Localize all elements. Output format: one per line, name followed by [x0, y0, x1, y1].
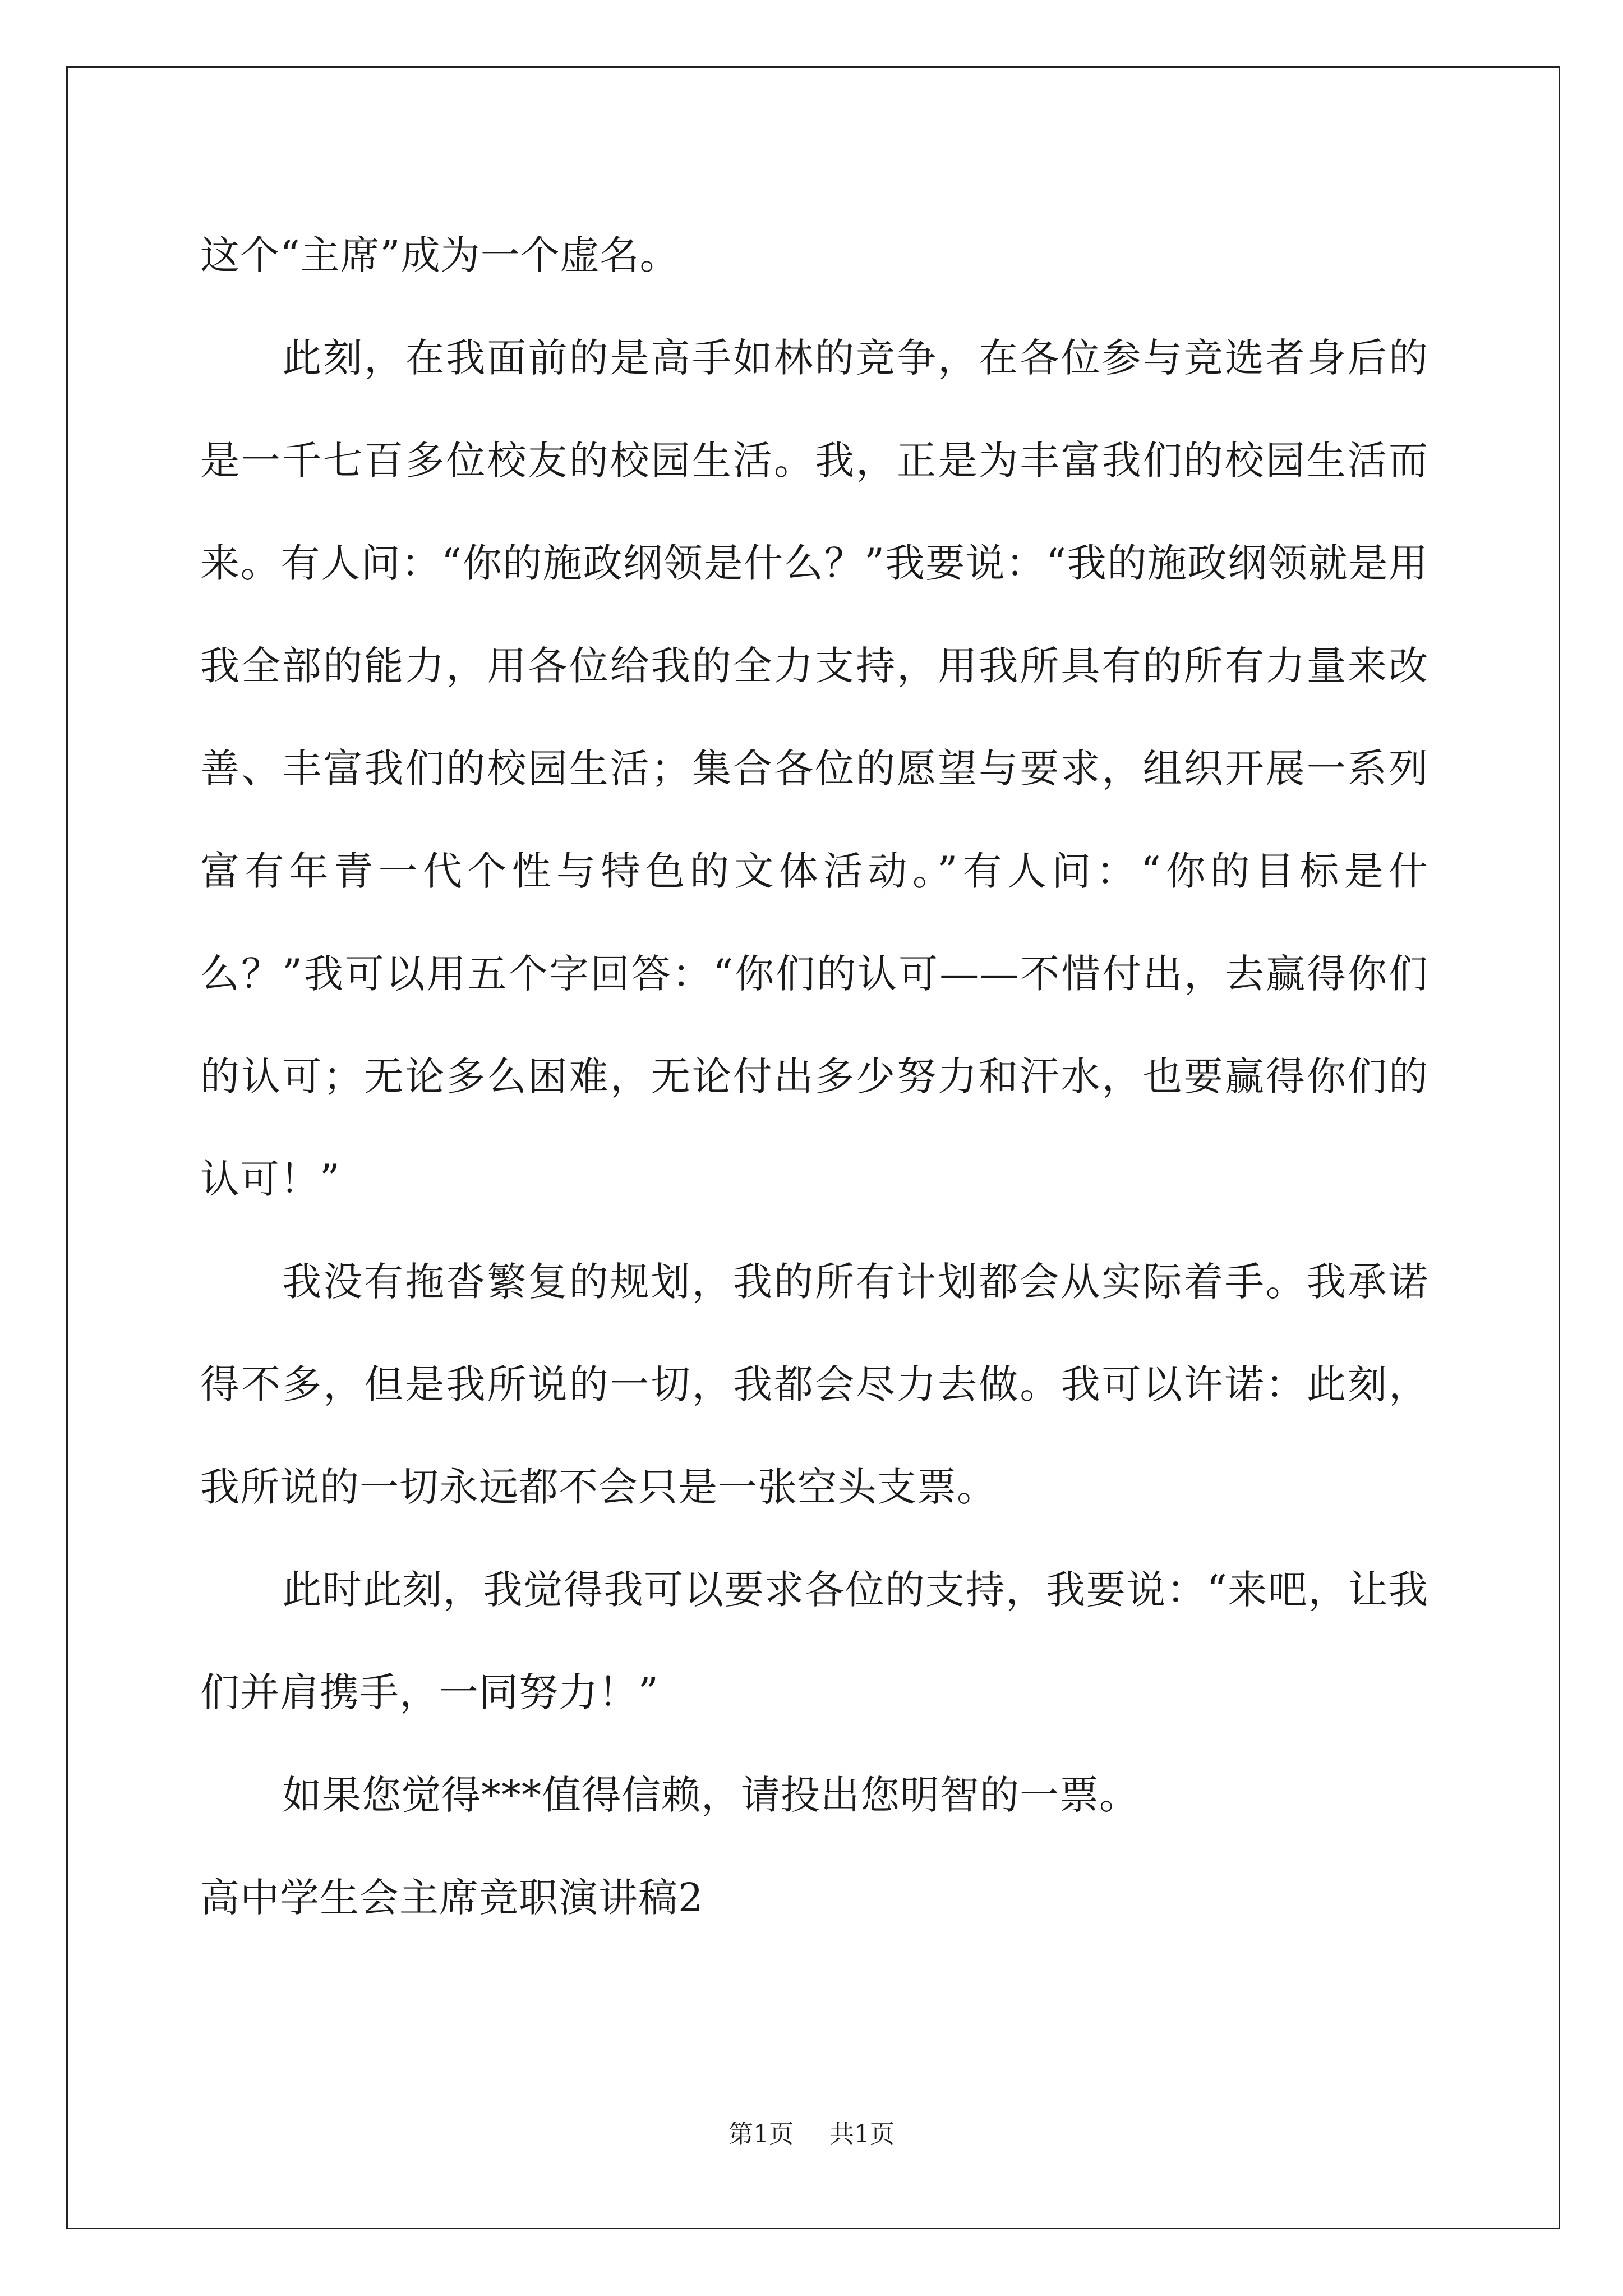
page-total: 共1页 [829, 2120, 895, 2148]
paragraph-3: 我没有拖沓繁复的规划，我的所有计划都会从实际着手。我承诺得不多，但是我所说的一切，我都会尽力去做。我可以许诺：此刻，我所说的一切永远都不会只是一张空头支票。 [200, 1259, 1428, 1510]
paragraph-1: 这个“主席”成为一个虚名。 [200, 232, 680, 278]
page-footer [0, 2118, 1623, 2151]
section-heading: 高中学生会主席竞职演讲稿2 [200, 1875, 704, 1921]
paragraph-5: 如果您觉得***值得信赖，请投出您明智的一票。 [282, 1772, 1139, 1818]
paragraph-4: 此时此刻，我觉得我可以要求各位的支持，我要说：“来吧，让我们并肩携手，一同努力！” [200, 1567, 1428, 1715]
paragraph-2: 此刻，在我面前的是高手如林的竞争，在各位参与竞选者身后的是一千七百多位校友的校园生活。我，正是为丰富我们的校园生活而来。有人问：“你的施政纲领是什么？”我要说：“我的施政纲领就是用我全部的能力，用各位给我的全力支持，用我所具有的所有力量来改善、丰富我们的校园生活；集合各位的愿望与要求，组织开展一系列富有年青一代个性与特色的文体活动。”有人问：“你的目标是什么？”我可以用五个字回答：“你们的认可——不惜付出，去赢得你们的认可；无论多么困难，无论付出多少努力和汗水，也要赢得你们的认可！” [200, 335, 1428, 1202]
document-body [200, 204, 1428, 1949]
page-number: 第1页 [728, 2120, 794, 2148]
